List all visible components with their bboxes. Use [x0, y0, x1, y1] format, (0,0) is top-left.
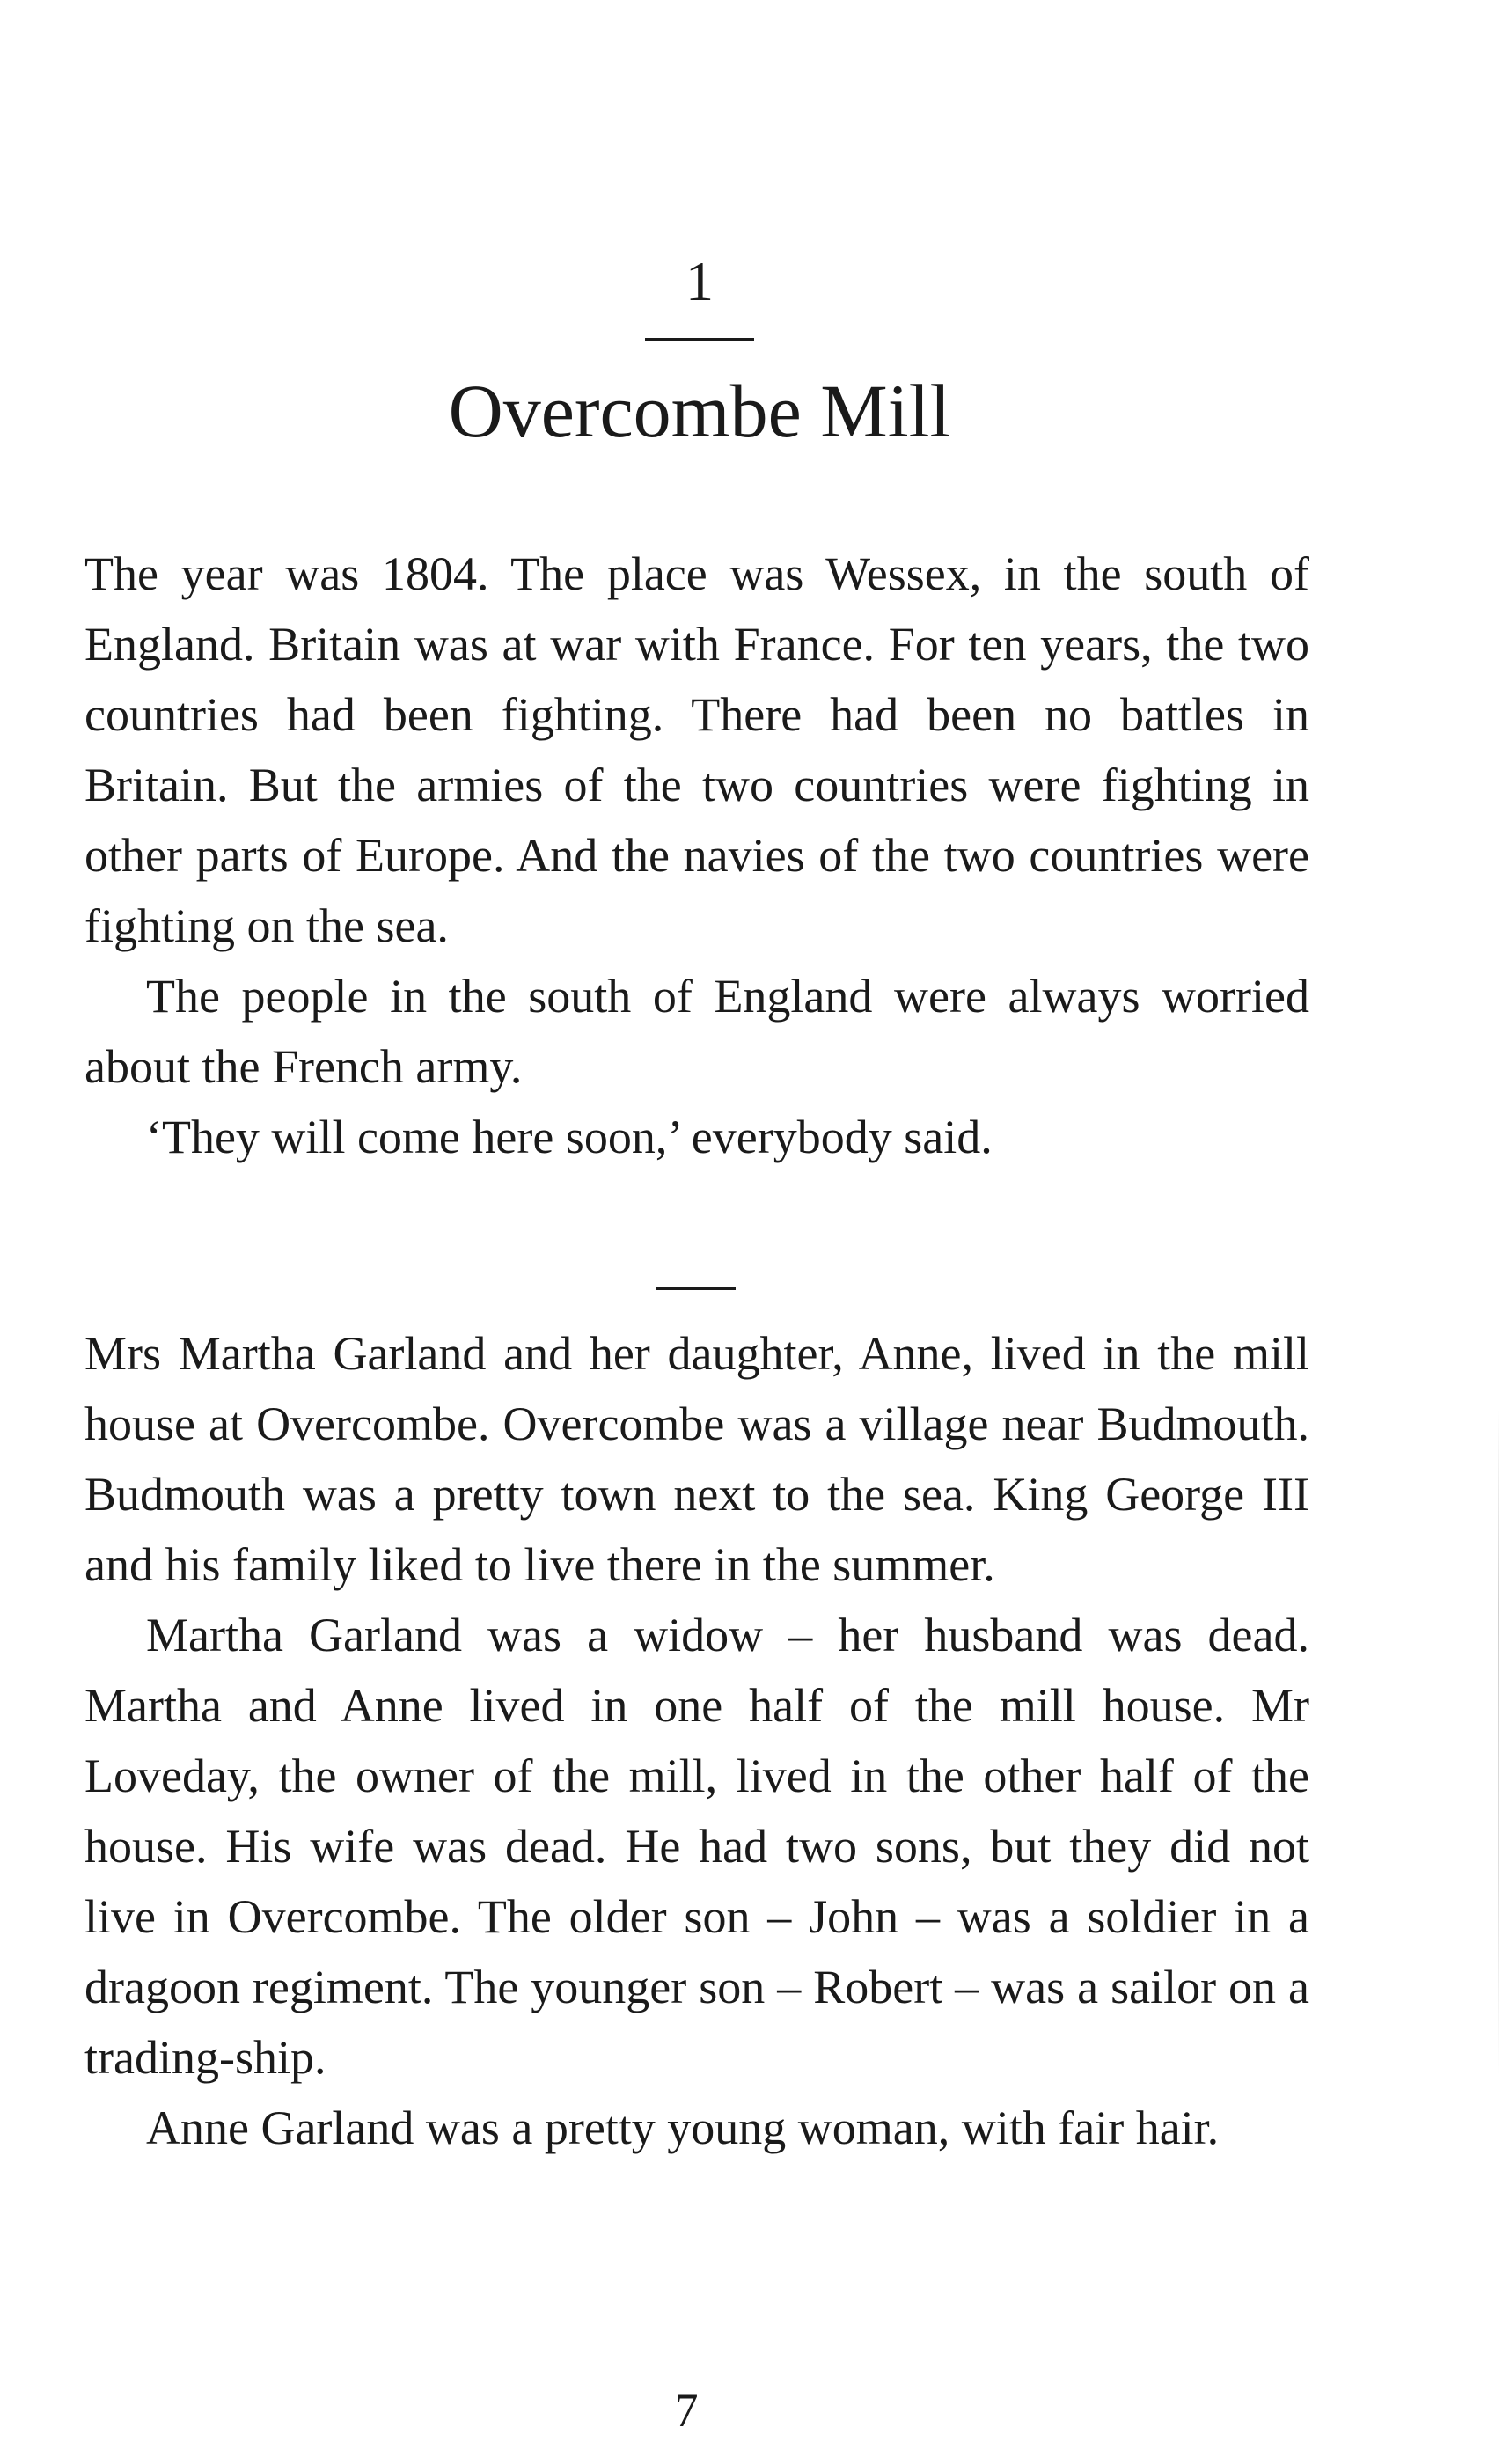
- chapter-title: Overcombe Mill: [448, 369, 951, 453]
- section-break-rule: [656, 1287, 736, 1290]
- page-number: 7: [674, 2384, 699, 2437]
- chapter-number-underline: [645, 338, 754, 341]
- chapter-number: 1: [685, 250, 714, 312]
- text-section-1: [84, 539, 1309, 1172]
- paragraph: Mrs Martha Garland and her daughter, Anne, lived in the mill house at Overcombe. Overcombe was a village near Budmouth. Budmouth was a pretty town next to the sea. King George III and his family liked to live there in the summer.: [84, 1327, 1309, 1591]
- paragraph: Anne Garland was a pretty young woman, with fair hair.: [146, 2101, 1220, 2154]
- scan-edge-shadow: [1498, 1408, 1499, 2077]
- paragraph: The year was 1804. The place was Wessex, in the south of England. Britain was at war with France. For ten years, the two countries had been fighting. There had been no battles in Britain. But the armies of the two countries were fighting in other parts of Europe. And the navies of the two countries were fighting on the sea.: [84, 547, 1309, 952]
- text-section-2: [84, 1318, 1309, 2163]
- paragraph: Martha Garland was a widow – her husband was dead. Martha and Anne lived in one half of the mill house. Mr Loveday, the owner of the mill, lived in the other half of the house. His wife was dead. He had two sons, but they did not live in Overcombe. The older son – John – was a soldier in a dragoon regiment. The younger son – Robert – was a sailor on a trading-ship.: [84, 1609, 1309, 2084]
- paragraph: The people in the south of England were always worried about the French army.: [84, 970, 1309, 1093]
- paragraph: ‘They will come here soon,’ everybody said.: [146, 1111, 993, 1163]
